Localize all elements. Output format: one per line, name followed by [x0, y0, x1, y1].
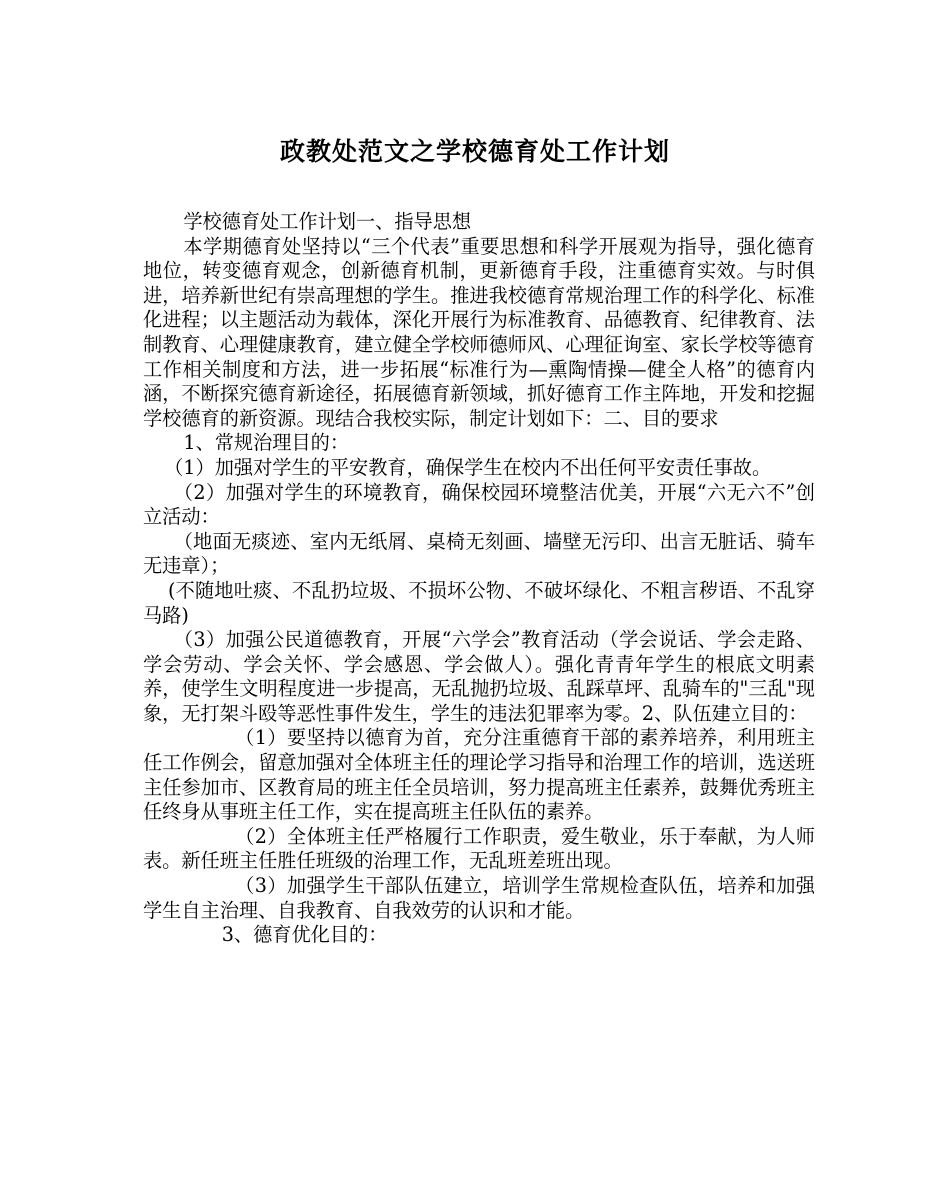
- paragraph-safety-education: （1）加强对学生的平安教育，确保学生在校内不出任何平安责任事故。: [164, 455, 772, 479]
- paragraph-teacher-training: （1）要坚持以德育为首，充分注重德育干部的素养培养，利用班主任工作例会，留意加强对全体班主任的理论学习指导和治理工作的培训，选送班主任参加市、区教育局的班主任全员培训，努力提高班主任素养，鼓舞优秀班主任终身从事班主任工作，实在提高班主任队伍的素养。: [143, 726, 815, 824]
- paragraph-student-cadres: （3）加强学生干部队伍建立，培训学生常规检查队伍，培养和加强学生自主治理、自我教育、自我效劳的认识和才能。: [143, 874, 815, 922]
- paragraph-moral-optimization-heading: 3、德育优化目的：: [221, 923, 388, 947]
- paragraph-routine-goal-heading: 1、常规治理目的：: [183, 431, 350, 455]
- paragraph-guiding-thought: 本学期德育处坚持以“三个代表”重要思想和科学开展观为指导，强化德育地位，转变德育观念，创新德育机制，更新德育手段，注重德育实效。与时俱进，培养新世纪有崇高理想的学生。推进我校德育常规治理工作的科学化、标准化进程；以主题活动为载体，深化开展行为标准教育、品德教育、纪律教育、法制教育、心理健康教育，建立健全学校师德师风、心理征询室、家长学校等德育工作相关制度和方法，进一步拓展“标准行为—熏陶情操—健全人格”的德育内涵，不断探究德育新途径，拓展德育新领域，抓好德育工作主阵地，开发和挖掘学校德育的新资源。现结合我校实际，制定计划如下：二、目的要求: [143, 234, 815, 430]
- paragraph-moral-education: （3）加强公民道德教育，开展“六学会”教育活动（学会说话、学会走路、学会劳动、学会关怀、学会感恩、学会做人）。强化青青年学生的根底文明素养，使学生文明程度进一步提高，无乱抛扔垃圾、乱踩草坪、乱骑车的"三乱"现象，无打架斗殴等恶性事件发生，学生的违法犯罪率为零。2、队伍建立目的：: [143, 628, 815, 725]
- paragraph-teacher-duties: （2）全体班主任严格履行工作职责，爱生敬业，乐于奉献，为人师表。新任班主任胜任班级的治理工作，无乱班差班出现。: [143, 824, 815, 873]
- paragraph-six-not: (不随地吐痰、不乱扔垃圾、不损坏公物、不破坏绿化、不粗言秽语、不乱穿马路): [143, 578, 815, 627]
- paragraph-six-none: （地面无痰迹、室内无纸屑、桌椅无刻画、墙壁无污印、出言无脏话、骑车无违章）；: [143, 529, 815, 578]
- document-body: [143, 210, 815, 948]
- document-title: 政教处范文之学校德育处工作计划: [279, 137, 670, 166]
- paragraph-environment-education: （2）加强对学生的环境教育，确保校园环境整洁优美，开展“六无六不”创立活动：: [143, 480, 815, 529]
- paragraph-guiding-thought-heading: 学校德育处工作计划一、指导思想: [183, 210, 472, 233]
